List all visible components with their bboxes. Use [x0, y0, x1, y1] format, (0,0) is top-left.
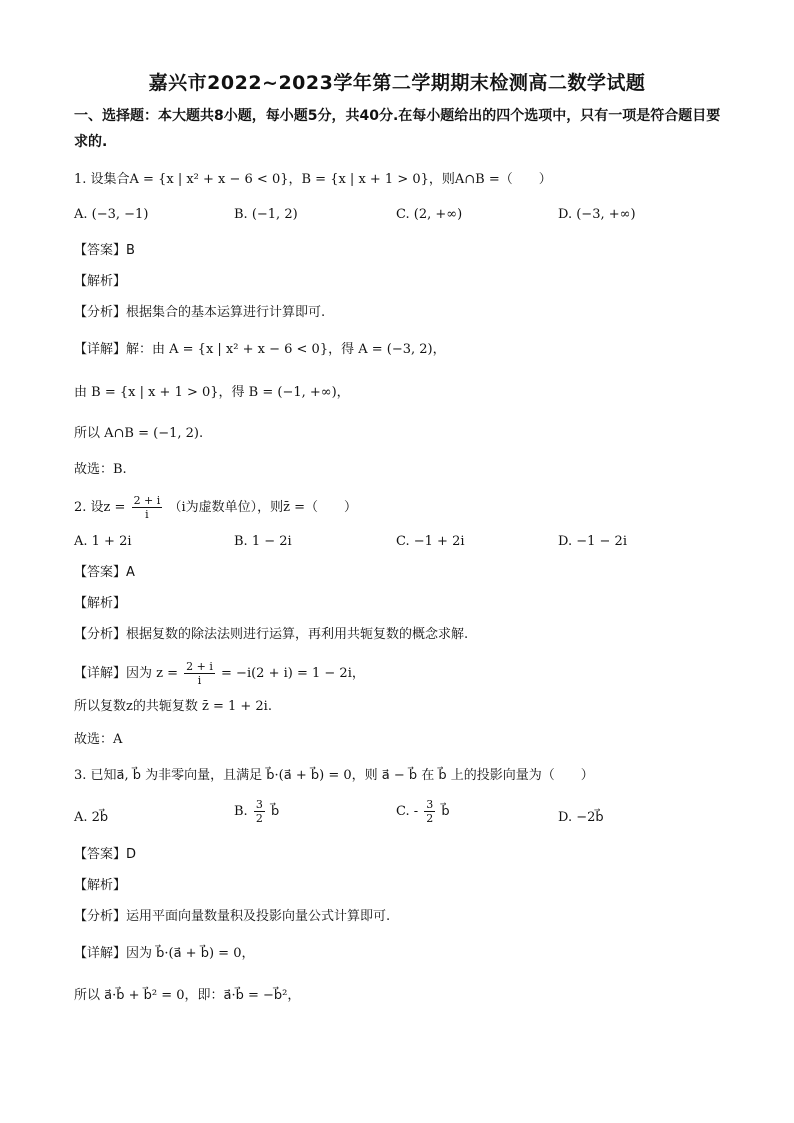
q3-analysis-label: 【解析】	[74, 878, 127, 893]
q3-option-b-den: 2	[255, 812, 263, 825]
q2-fraction-den: i	[145, 508, 149, 521]
q2-detail-2: 所以复数z的共轭复数 z̄ = 1 + 2i.	[74, 699, 272, 714]
question-2-stem	[74, 494, 357, 521]
q2-fenxi: 【分析】根据复数的除法法则进行运算，再利用共轭复数的概念求解.	[74, 627, 469, 642]
q1-option-a: A. (−3, −1)	[74, 207, 149, 222]
q2-answer: 【答案】A	[74, 565, 135, 580]
q2-detail-1	[74, 660, 365, 687]
q3-option-b-vector: b⃗	[270, 804, 280, 819]
q3-option-c-vector: b⃗	[441, 804, 450, 819]
q3-fenxi: 【分析】运用平面向量数量积及投影向量公式计算即可.	[74, 909, 391, 924]
q2-detail-fraction	[184, 660, 215, 687]
q1-analysis-label: 【解析】	[74, 274, 127, 289]
q3-option-c	[396, 798, 450, 825]
q2-fraction	[132, 494, 163, 521]
q3-detail-1: 【详解】因为 b⃗·(a⃗ + b⃗) = 0，	[74, 946, 255, 961]
q1-answer: 【答案】B	[74, 243, 135, 258]
q3-option-c-num: 3	[426, 798, 434, 811]
q1-option-d: D. (−3, +∞)	[558, 207, 636, 222]
q3-option-b	[234, 798, 279, 825]
section-heading: 一、选择题：本大题共8小题，每小题5分，共40分.在每小题给出的四个选项中，只有一项是符合题目要求的.	[74, 108, 721, 150]
q1-detail-1: 【详解】解：由 A = {x | x² + x − 6 < 0}，得 A = (−3, 2)，	[74, 342, 446, 357]
q2-detail-fraction-den: i	[197, 674, 202, 687]
q2-detail-suffix: = −i(2 + i) = 1 − 2i，	[221, 666, 365, 681]
q2-stem-suffix: （i为虚数单位），则z̄ =（ ）	[168, 500, 357, 515]
question-1-stem: 1. 设集合A = {x | x² + x − 6 < 0}，B = {x | x + 1 > 0}，则A∩B =（ ）	[74, 172, 552, 187]
q3-option-a: A. 2b⃗	[74, 810, 109, 825]
q2-stem-prefix: 2. 设z =	[74, 500, 126, 515]
q3-option-b-num: 3	[255, 798, 263, 811]
q3-answer: 【答案】D	[74, 847, 137, 862]
q2-analysis-label: 【解析】	[74, 596, 127, 611]
q1-detail-3: 所以 A∩B = (−1, 2).	[74, 426, 204, 441]
q2-detail-prefix: 【详解】因为 z =	[74, 666, 179, 681]
q3-option-b-fraction	[254, 798, 265, 825]
q1-fenxi: 【分析】根据集合的基本运算进行计算即可.	[74, 305, 326, 320]
q1-choose: 故选：B.	[74, 462, 127, 477]
q3-option-c-label: C. -	[396, 804, 419, 819]
q2-fraction-num: 2 + i	[133, 494, 161, 507]
q2-option-c: C. −1 + 2i	[396, 534, 465, 549]
q1-option-b: B. (−1, 2)	[234, 207, 298, 222]
question-3-stem: 3. 已知a⃗, b⃗ 为非零向量，且满足 b⃗·(a⃗ + b⃗) = 0，则 a⃗ − b⃗ 在 b⃗ 上的投影向量为（ ）	[74, 768, 594, 783]
q3-option-c-fraction	[424, 798, 435, 825]
q1-option-c: C. (2, +∞)	[396, 207, 463, 222]
q2-option-a: A. 1 + 2i	[74, 534, 132, 549]
q2-option-b: B. 1 − 2i	[234, 534, 292, 549]
q3-option-d: D. −2b⃗	[558, 810, 604, 825]
q2-choose: 故选：A	[74, 732, 123, 747]
q3-option-c-den: 2	[426, 812, 434, 825]
q2-option-d: D. −1 − 2i	[558, 534, 627, 549]
q2-detail-fraction-num: 2 + i	[186, 660, 213, 673]
q1-detail-2: 由 B = {x | x + 1 > 0}，得 B = (−1, +∞)，	[74, 385, 350, 400]
q3-detail-2: 所以 a⃗·b⃗ + b⃗² = 0，即：a⃗·b⃗ = −b⃗²，	[74, 988, 301, 1003]
q3-option-b-label: B.	[234, 804, 248, 819]
page-title: 嘉兴市2022~2023学年第二学期期末检测高二数学试题	[148, 72, 646, 94]
